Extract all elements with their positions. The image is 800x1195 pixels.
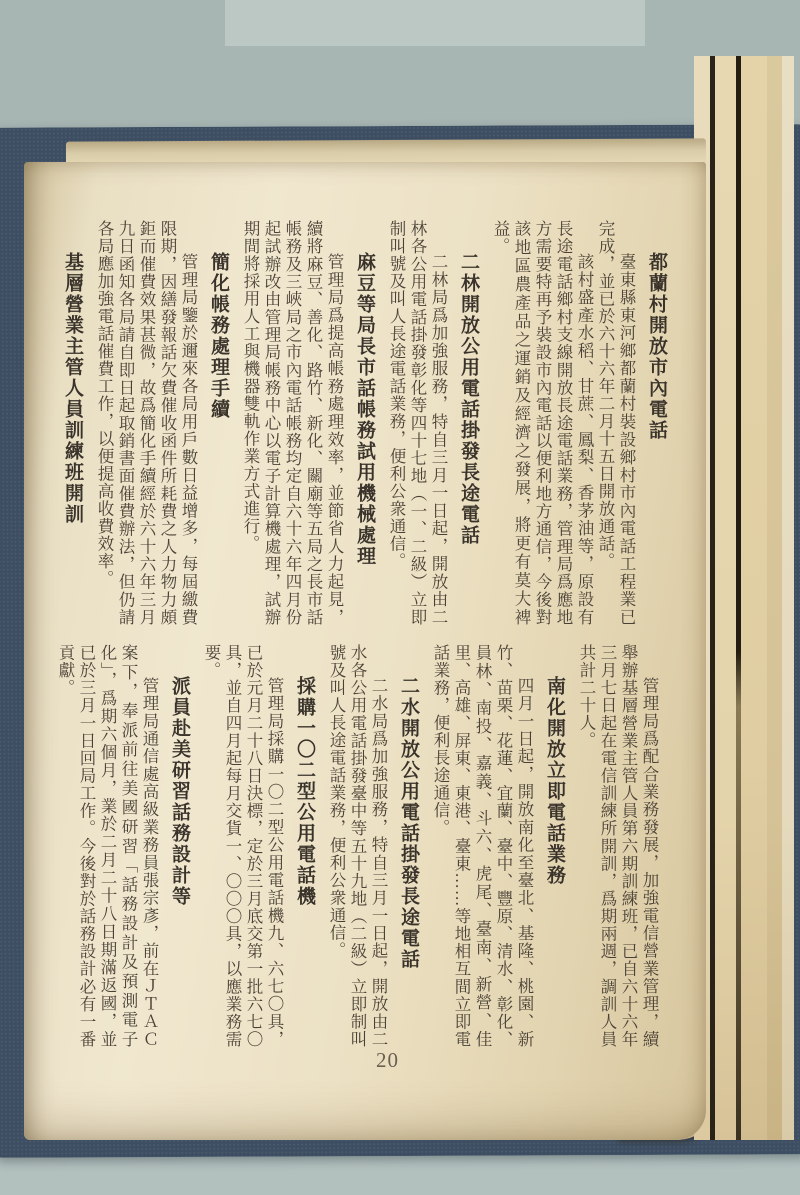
section-heading: 麻豆等局長市話帳務試用機械處理 bbox=[354, 252, 375, 567]
article-section-ershui bbox=[326, 644, 422, 1048]
section-paragraph: 管理局鑒於邇來各局用戶數日益增多，每屆繳費限期，因繕發報話欠費催收函件所耗費之人力物力頗鉅而催費效果甚微，故爲簡化手續經於六十六年三月九日函知各局請自即日起取銷書面催費辦法，但仍請各局應加強電話催費工作，以便提高收費效率。 bbox=[95, 220, 198, 626]
text-band-top bbox=[53, 220, 678, 626]
section-heading: 南化開放立即電話業務 bbox=[544, 676, 565, 886]
article-section-simplify-billing bbox=[94, 220, 232, 626]
page-surface bbox=[24, 162, 706, 1140]
section-paragraph: 管理局通信處高級業務員張宗彥，前在ＪＴＡＣ案下，奉派前往美國研習「話務設計及預測電子化」，爲期六個月，業於二月二十八日期滿返國，並已於三月一日回局工作。今後對於話務設計必有一番貢獻。 bbox=[56, 644, 159, 1048]
section-paragraph: 四月一日起，開放南化至臺北、基隆、桃園、新竹、苗栗、花蓮、宜蘭、臺中、豐原、清水、彰化、員林、南投、嘉義、斗六、虎尾、臺南、新營、佳里、高雄、屏東、東港、臺東……等地相互間立即電話業務，便利長途通信。 bbox=[431, 644, 534, 1048]
backdrop-bottom-strip bbox=[0, 1152, 800, 1195]
text-band-bottom bbox=[55, 644, 660, 1048]
section-paragraph: 二林局爲加強服務，特自三月一日起，開放由二林各公用電話掛發彰化等四十七地（一、二級）立即制叫號及叫人長途電話業務，便利公衆通信。 bbox=[387, 220, 448, 626]
section-paragraph: 管理局爲配合業務發展，加強電信營業管理，續舉辦基層營業主管人員第六期訓練班，已自六十六年三月七日起在電信訓練所開訓，爲期兩週，調訓人員共計二十人。 bbox=[577, 644, 659, 1048]
section-heading: 基層營業主管人員訓練班開訓 bbox=[62, 252, 83, 525]
section-paragraph: 管理局爲提高帳務處理效率，並節省人力起見，續將麻豆、善化、路竹、新化、關廟等五局之長市話帳務及三峽局之市內電話帳務均定自六十六年四月份起試辦改由管理局帳務中心以電子計算機處理，試辦期間將採用人工與機器雙軌作業方式進行。 bbox=[241, 220, 344, 626]
article-section-erlin bbox=[386, 220, 482, 626]
article-section-madou bbox=[240, 220, 378, 626]
page-number: 20 bbox=[376, 1048, 399, 1072]
section-heading: 簡化帳務處理手續 bbox=[208, 252, 229, 420]
article-section-payphone-purchase bbox=[201, 644, 318, 1048]
fore-edge-page-stack bbox=[694, 56, 794, 1140]
article-section-us-training bbox=[55, 644, 193, 1048]
section-heading: 二水開放公用電話掛發長途電話 bbox=[398, 676, 419, 970]
article-section-nanhua bbox=[430, 644, 568, 1048]
section-paragraph: 二水局爲加強服務，特自三月一日起，開放由二水各公用電話掛發臺中等五十九地（二級）立即制叫號及叫人長途電話業務，便利公衆通信。 bbox=[327, 644, 388, 1048]
section-paragraph: 管理局採購一〇二型公用電話機九、六七〇具，已於元月二十八日決標，定於三月底交第一批六七〇具，並自四月起每月交貨一、〇〇〇具，以應業務需要。 bbox=[202, 644, 284, 1048]
fore-edge-strip bbox=[767, 56, 782, 1140]
section-heading: 二林開放公用電話掛發長途電話 bbox=[458, 252, 479, 546]
backdrop-top-panel bbox=[225, 0, 645, 46]
section-paragraph: 臺東縣東河鄉都蘭村裝設鄉村市內電話工程業已完成，並已於六十六年二月十五日開放通話。 bbox=[596, 220, 636, 626]
section-heading: 派員赴美研習話務設計等 bbox=[169, 676, 190, 907]
section-heading: 採購一〇二型公用電話機 bbox=[294, 676, 315, 907]
section-paragraph: 該村盛產水稻、甘蔗、鳳梨、香茅油等，原設有長途電話鄉村支線開放長途電話業務，管理局爲應地方需要特再予裝設市內電話以便利地方通信，今後對該地區農產品之運銷及經濟之發展，將更有莫大裨益。 bbox=[491, 220, 594, 626]
section-heading: 都蘭村開放市內電話 bbox=[646, 252, 667, 441]
fore-edge-strip bbox=[741, 56, 767, 1140]
fore-edge-strip bbox=[782, 56, 794, 1140]
article-section-dulan bbox=[490, 220, 670, 626]
article-section-training-class bbox=[59, 220, 86, 626]
article-section-training-class-cont bbox=[576, 644, 660, 1048]
fore-edge-strip bbox=[715, 56, 736, 1140]
